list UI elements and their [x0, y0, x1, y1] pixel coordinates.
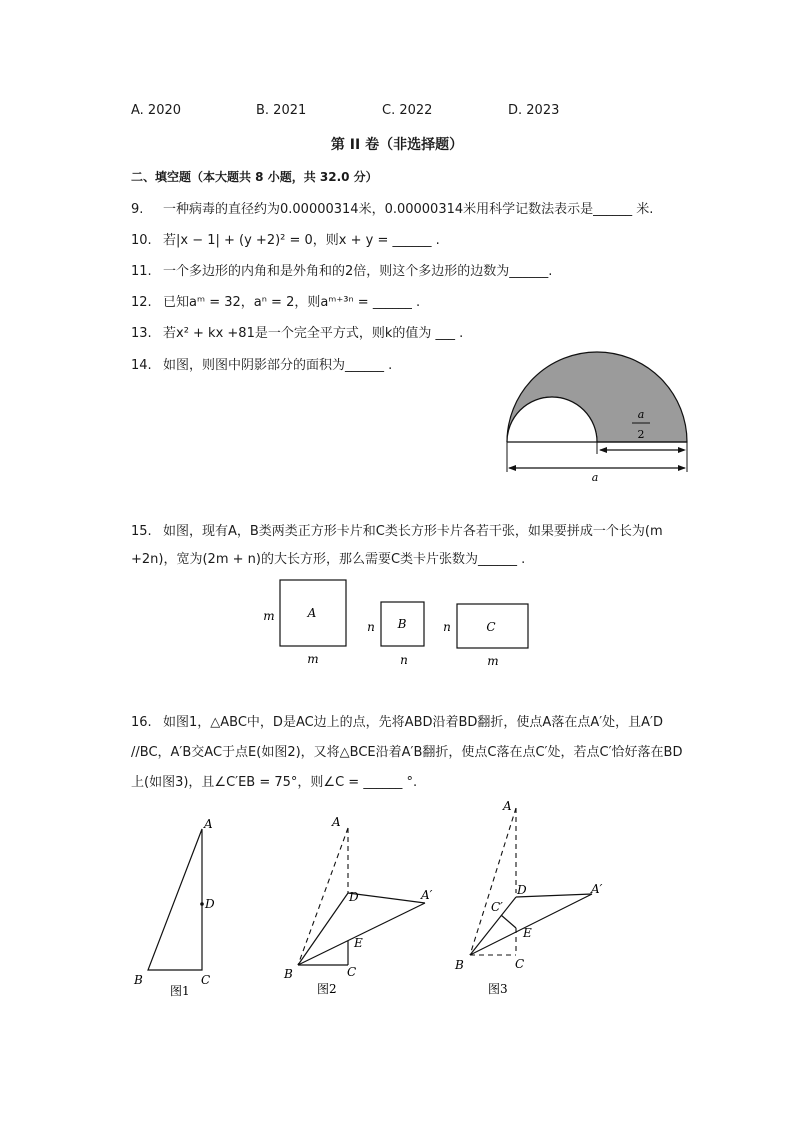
question-12: [131, 291, 420, 310]
question-9: [131, 198, 653, 217]
label-e: E: [523, 926, 532, 940]
caption-fig3: 图3: [488, 982, 508, 996]
arrowhead: [599, 447, 607, 453]
label-a: A: [204, 817, 213, 831]
question-15: [131, 518, 691, 574]
arrowhead: [678, 447, 686, 453]
segment-ba2: [298, 903, 425, 965]
section-title: 二、填空题（本大题共 8 小题，共 32.0 分）: [131, 170, 378, 184]
question-number: 11.: [131, 264, 152, 279]
card-b-label: B: [397, 617, 407, 631]
label-full-a: a: [591, 471, 599, 484]
question-number: 14.: [131, 358, 152, 373]
label-b: B: [284, 967, 293, 981]
question-text: 如图，现有A，B类两类正方形卡片和C类长方形卡片各若干张，如果要拼成一个长为(m +2n)，宽为(2m + n)的大长方形，那么需要C类卡片张数为______ .: [131, 524, 663, 567]
option-a: A. 2020: [131, 103, 182, 118]
question-number: 15.: [131, 524, 152, 539]
caption-fig1: 图1: [170, 984, 190, 998]
card-b-bottom: n: [400, 653, 408, 667]
label-b: B: [455, 958, 464, 972]
card-b-side: n: [367, 620, 375, 634]
label-d: D: [517, 883, 527, 897]
question-number: 16.: [131, 715, 152, 730]
label-half-denominator: 2: [637, 428, 645, 441]
figure-14-semicircles: [500, 350, 700, 485]
label-b: B: [134, 973, 143, 987]
label-a: A: [332, 815, 341, 829]
card-c-bottom: m: [487, 654, 499, 668]
label-c: C: [515, 957, 525, 971]
card-c-label: C: [486, 620, 496, 634]
segment-ba2: [470, 894, 592, 955]
question-14: [131, 354, 392, 373]
label-e: E: [354, 936, 363, 950]
part-title: 第 II 卷（非选择题）: [330, 137, 464, 153]
question-text: 若x² + kx +81是一个完全平方式，则k的值为 ___ .: [163, 326, 464, 341]
question-number: 9.: [131, 202, 144, 217]
segment-da2: [348, 893, 425, 903]
question-text: 如图，则图中阴影部分的面积为______ .: [163, 358, 393, 373]
option-d: D. 2023: [508, 103, 560, 118]
arrowhead: [678, 465, 686, 471]
label-c: C: [201, 973, 211, 987]
label-d: D: [349, 890, 359, 904]
card-c-side: n: [443, 620, 451, 634]
point-d: [200, 902, 204, 906]
question-11: [131, 260, 552, 279]
figure-16-triangles: [125, 795, 645, 1005]
question-text: 已知aᵐ = 32，aⁿ = 2，则aᵐ⁺³ⁿ = ______ .: [163, 295, 421, 310]
label-c: C: [347, 965, 357, 979]
figure-15-cards: [258, 575, 543, 670]
segment-da2: [516, 894, 592, 897]
question-10: [131, 229, 440, 248]
label-a: A: [503, 799, 512, 813]
segment-bd: [298, 893, 348, 965]
question-number: 10.: [131, 233, 152, 248]
option-c: C. 2022: [382, 103, 433, 118]
question-number: 12.: [131, 295, 152, 310]
question-text: 一种病毒的直径约为0.00000314米，0.00000314米用科学记数法表示是______ 米.: [163, 202, 654, 217]
label-a-prime: A′: [421, 888, 433, 902]
caption-fig2: 图2: [317, 982, 337, 996]
card-a-side: m: [263, 609, 275, 623]
card-a-label: A: [307, 606, 317, 620]
question-16: [131, 708, 691, 798]
option-b: B. 2021: [256, 103, 307, 118]
dashed-ab: [470, 808, 516, 955]
triangle-abc: [148, 829, 202, 970]
figure-16-2: [283, 815, 433, 996]
segment-c2e: [501, 915, 516, 928]
label-d: D: [205, 897, 215, 911]
question-text: 如图1，△ABC中，D是AC边上的点，先将ABD沿着BD翻折，使点A落在点A′处，且A′D //BC，A′B交AC于点E(如图2)，又将△BCE沿着A′B翻折，使点C落在点C′处，若点C′恰好落在BD上(如图3)，且∠C′EB = 75°，则∠C = ______ °.: [131, 715, 683, 790]
label-c-prime: C′: [491, 900, 503, 914]
card-a-bottom: m: [307, 652, 319, 666]
label-a-prime: A′: [591, 882, 603, 896]
label-half-numerator: a: [637, 408, 645, 421]
arrowhead: [508, 465, 516, 471]
figure-16-1: [133, 817, 215, 998]
question-text: 若|x − 1| + (y +2)² = 0，则x + y = ______ .: [163, 233, 440, 248]
question-number: 13.: [131, 326, 152, 341]
question-13: [131, 322, 463, 341]
figure-16-3: [454, 799, 603, 996]
question-text: 一个多边形的内角和是外角和的2倍，则这个多边形的边数为______.: [163, 264, 553, 279]
